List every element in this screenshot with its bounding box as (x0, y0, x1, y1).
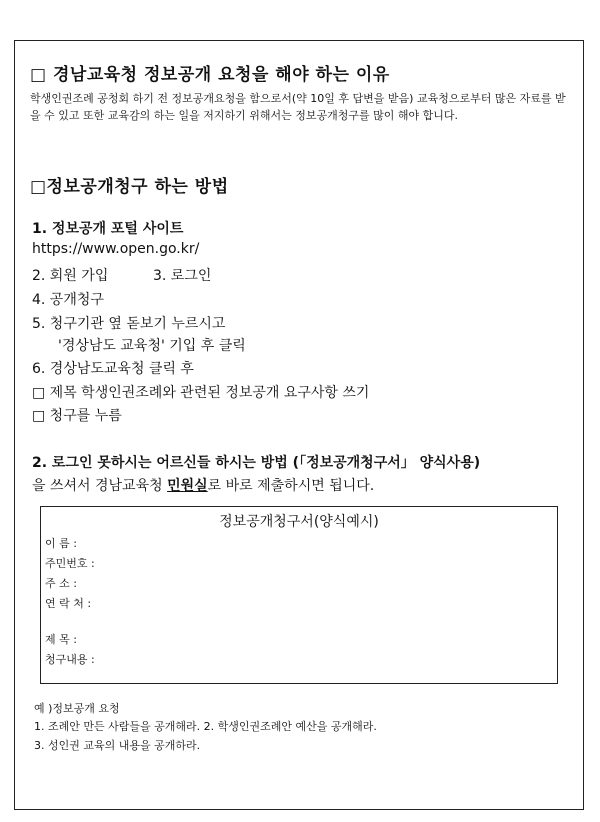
step-5-detail: '경상남도 교육청' 기입 후 클릭 (58, 338, 246, 354)
form-example-box (40, 506, 558, 684)
section3-line-prefix: 을 쓰셔서 경남교육청 (32, 478, 168, 494)
section3-emphasis: 민원실 (167, 478, 208, 494)
step-6: 6. 경상남도교육청 클릭 후 (32, 361, 194, 377)
section1-title: □ 경남교육청 정보공개 요청을 해야 하는 이유 (30, 65, 390, 85)
portal-url[interactable]: https://www.open.go.kr/ (32, 241, 200, 257)
form-title: 정보공개청구서(양식예시) (219, 514, 379, 530)
step-5: 5. 청구기관 옆 돋보기 누르시고 (32, 316, 226, 332)
section1-paragraph: 학생인권조례 공청회 하기 전 정보공개요청을 함으로서(약 10일 후 답변을 받음) 교육청으로부터 많은 자료를 받을 수 있고 또한 교육감의 하는 일을 저지하기 위해서는 정보공개청구를 많이 해야 합니다. (30, 92, 566, 122)
form-field-address: 주 소 : (45, 577, 77, 590)
step-submit-box: □ 청구를 누름 (32, 408, 122, 424)
example-heading: 예 )정보공개 요청 (34, 702, 120, 715)
section3-line (32, 475, 374, 495)
step-4: 4. 공개청구 (32, 292, 104, 308)
step-title-box: □ 제목 학생인권조례와 관련된 정보공개 요구사항 쓰기 (32, 385, 370, 401)
section2-title: □정보공개청구 하는 방법 (30, 177, 229, 197)
form-field-name: 이 름 : (45, 537, 77, 550)
form-field-contact: 연 락 처 : (45, 597, 92, 610)
step-2: 2. 회원 가입 (32, 268, 109, 284)
form-field-id-number: 주민번호 : (45, 557, 95, 570)
document-frame (14, 40, 584, 810)
example-line-1: 1. 조례안 만든 사람들을 공개해라. 2. 학생인권조례안 예산을 공개해라. (34, 720, 377, 733)
step-1: 1. 정보공개 포털 사이트 (32, 221, 184, 237)
form-field-request: 청구내용 : (45, 653, 95, 666)
form-field-subject: 제 목 : (45, 633, 77, 646)
example-line-2: 3. 성인권 교육의 내용을 공개하라. (34, 739, 201, 752)
section3-title: 2. 로그인 못하시는 어르신들 하시는 방법 (「정보공개청구서」 양식사용) (32, 455, 481, 471)
section3-line-suffix: 로 바로 제출하시면 됩니다. (207, 478, 375, 494)
step-3: 3. 로그인 (153, 268, 212, 284)
